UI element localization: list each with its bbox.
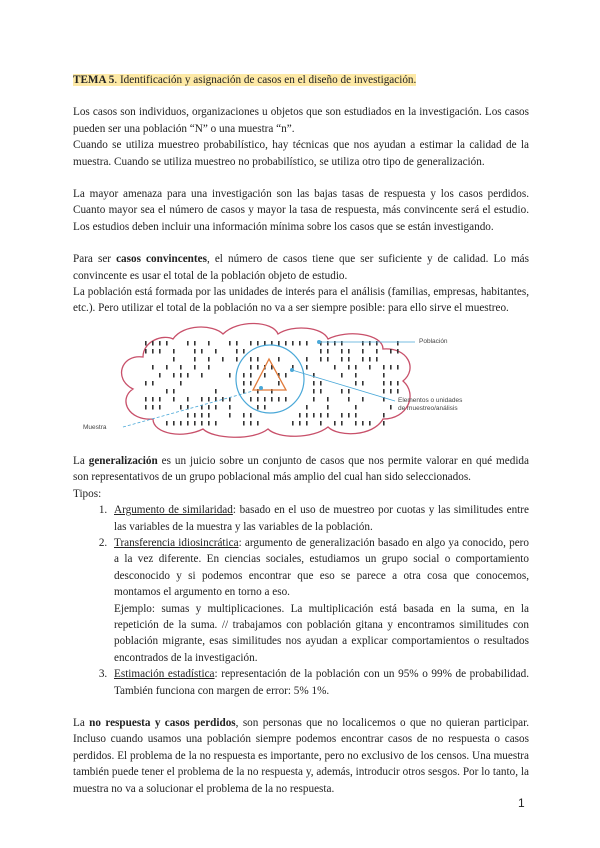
- person-icon: [383, 381, 385, 386]
- person-icon: [180, 421, 182, 426]
- person-icon: [187, 421, 189, 426]
- person-icon: [397, 381, 399, 386]
- population-diagram: [73, 319, 529, 441]
- person-icon: [201, 413, 203, 418]
- person-icon: [187, 341, 189, 346]
- person-icon: [362, 349, 364, 354]
- person-icon: [145, 381, 147, 386]
- person-icon: [383, 421, 385, 426]
- page-number: 1: [518, 796, 525, 810]
- person-icon: [341, 373, 343, 378]
- person-icon: [334, 365, 336, 370]
- person-icon: [320, 421, 322, 426]
- person-icon: [320, 349, 322, 354]
- person-icon: [348, 357, 350, 362]
- person-icon: [194, 349, 196, 354]
- person-icon: [208, 357, 210, 362]
- elements-label-line2: de muestreo/análisis: [398, 404, 458, 412]
- person-icon: [208, 421, 210, 426]
- person-icon: [341, 357, 343, 362]
- elements-pointer: [292, 370, 395, 401]
- person-icon: [306, 365, 308, 370]
- person-icon: [208, 397, 210, 402]
- person-icon: [383, 365, 385, 370]
- person-icon: [173, 349, 175, 354]
- paragraph-generalization: La generalización es un juicio sobre un conjunto de casos que nos permite valorar en qué medida son representativos de un grupo poblacional más amplio del cual han sido seleccionados.: [73, 454, 529, 484]
- person-icon: [376, 349, 378, 354]
- person-icon: [292, 421, 294, 426]
- person-icon: [250, 413, 252, 418]
- person-icon: [187, 373, 189, 378]
- person-icon: [348, 365, 350, 370]
- person-icon: [257, 365, 259, 370]
- person-icon: [208, 341, 210, 346]
- person-icon: [145, 397, 147, 402]
- person-icon: [243, 381, 245, 386]
- person-icon: [250, 365, 252, 370]
- person-icon: [250, 381, 252, 386]
- paragraph-nonresponse: La no respuesta y casos perdidos, son personas que no localicemos o que no quieran participar. Incluso cuando usamos una población siempre podemos encontrar casos de no respuesta o casos perdidos. El problema de la no respuesta es importante, pero no exclusivo de los censos. Una muestra también puede tener el problema de la no respuesta y, además, introducir otros sesgos. Por lo tanto, la muestra no va a solucionar el problema de la no respuesta.: [73, 716, 529, 795]
- person-icon: [341, 413, 343, 418]
- person-icon: [152, 397, 154, 402]
- person-icon: [306, 421, 308, 426]
- person-icon: [257, 341, 259, 346]
- person-icon: [166, 341, 168, 346]
- person-icon: [229, 341, 231, 346]
- person-icon: [390, 349, 392, 354]
- person-icon: [187, 413, 189, 418]
- person-icon: [362, 397, 364, 402]
- person-icon: [194, 413, 196, 418]
- person-icon: [285, 373, 287, 378]
- person-icon: [222, 357, 224, 362]
- list-item: 2. Transferencia idiosincrática: argumento de generalización basado en algo ya conocido, pero a la vez diferente. En ciencias sociales, estudiamos un grupo social o comportamiento desconocido y si podemos encontrar que eso se parece a otra cosa que conocemos, montamos el argumento en torno a eso. Ejemplo: sumas y multiplicaciones. La multiplicación está basada en la suma, en la repetición de la suma. // trabajamos con población gitana y encontramos similitudes con población migrante, esas similitudes nos ayudan a explicar comportamientos o resultados encontrados de la investigación.: [110, 535, 529, 666]
- person-icon: [159, 341, 161, 346]
- person-icon: [306, 405, 308, 410]
- person-icon: [152, 349, 154, 354]
- generalization-types-list: [73, 502, 529, 699]
- title-label: TEMA 5: [73, 74, 115, 86]
- person-icon: [341, 421, 343, 426]
- person-icon: [152, 365, 154, 370]
- person-icon: [306, 413, 308, 418]
- document-page: [73, 72, 529, 797]
- person-icon: [313, 397, 315, 402]
- paragraph-cases: Los casos son individuos, organizaciones u objetos que son estudiados en la investigación. Los casos pueden ser una población “N” o una muestra “n”.: [73, 106, 529, 135]
- sample-circle: [236, 345, 304, 413]
- person-icon: [327, 349, 329, 354]
- paragraph-convincing: Para ser casos convincentes, el número de casos tiene que ser suficiente y de calidad. Lo más convincente es usar el total de la población objeto de estudio.: [73, 253, 529, 282]
- person-icon: [208, 405, 210, 410]
- population-label: Población: [419, 337, 448, 345]
- person-icon: [264, 405, 266, 410]
- person-icon: [390, 381, 392, 386]
- person-icon: [173, 397, 175, 402]
- person-icon: [229, 373, 231, 378]
- person-icon: [369, 357, 371, 362]
- person-icon: [243, 413, 245, 418]
- person-icon: [390, 365, 392, 370]
- person-icon: [278, 357, 280, 362]
- person-icon: [383, 373, 385, 378]
- person-icon: [320, 413, 322, 418]
- person-icon: [362, 357, 364, 362]
- person-icon: [194, 341, 196, 346]
- title-text: . Identificación y asignación de casos en el diseño de investigación.: [114, 74, 417, 86]
- person-icon: [152, 341, 154, 346]
- person-icon: [341, 389, 343, 394]
- person-icon: [292, 341, 294, 346]
- person-icon: [257, 405, 259, 410]
- person-icon: [145, 349, 147, 354]
- person-icon: [145, 405, 147, 410]
- person-icon: [236, 341, 238, 346]
- person-icon: [327, 413, 329, 418]
- person-icon: [306, 357, 308, 362]
- person-icon: [201, 349, 203, 354]
- person-icon: [236, 357, 238, 362]
- paragraph-sampling: Cuando se utiliza muestreo probabilístico, hay técnicas que nos ayudan a estimar la calidad de la muestra. Cuando se utiliza muestreo no probabilístico, se utiliza otro tipo de generalización.: [73, 139, 529, 168]
- person-icon: [152, 405, 154, 410]
- person-icon: [173, 389, 175, 394]
- person-icon: [250, 421, 252, 426]
- person-icon: [348, 389, 350, 394]
- person-icon: [194, 357, 196, 362]
- person-icon: [243, 349, 245, 354]
- person-icon: [194, 421, 196, 426]
- person-icon: [383, 389, 385, 394]
- person-icon: [278, 397, 280, 402]
- person-icon: [285, 341, 287, 346]
- person-icon: [180, 365, 182, 370]
- person-icon: [313, 389, 315, 394]
- person-icon: [257, 357, 259, 362]
- person-icon: [397, 349, 399, 354]
- person-icon: [334, 421, 336, 426]
- person-icon: [159, 373, 161, 378]
- person-icon: [327, 405, 329, 410]
- person-icon: [180, 381, 182, 386]
- person-icon: [215, 389, 217, 394]
- person-icon: [180, 373, 182, 378]
- person-icon: [369, 421, 371, 426]
- person-icon: [166, 365, 168, 370]
- person-icon: [299, 341, 301, 346]
- person-icon: [348, 397, 350, 402]
- elements-label-line1: Elementos o unidades: [398, 396, 463, 404]
- list-item: 1. Argumento de similaridad: basado en el uso de muestreo por cuotas y las similitudes entre las variables de la muestra y las variables de la población.: [110, 502, 529, 535]
- person-icon: [229, 405, 231, 410]
- sample-label: Muestra: [83, 423, 107, 431]
- person-icon: [376, 357, 378, 362]
- person-icon: [166, 389, 168, 394]
- person-icon: [320, 381, 322, 386]
- person-icon: [250, 373, 252, 378]
- types-heading: Tipos:: [73, 487, 102, 500]
- person-icon: [327, 397, 329, 402]
- person-icon: [152, 381, 154, 386]
- person-icon: [320, 357, 322, 362]
- person-icon: [166, 421, 168, 426]
- person-icon: [383, 413, 385, 418]
- person-icon: [173, 357, 175, 362]
- person-icon: [278, 341, 280, 346]
- person-icon: [257, 397, 259, 402]
- person-icon: [278, 381, 280, 386]
- person-icon: [397, 389, 399, 394]
- person-icon: [390, 389, 392, 394]
- person-icon: [348, 413, 350, 418]
- list-item: 3. Estimación estadística: representación de la población con un 95% o 99% de probabilidad. También funciona con margen de error: 5% 1%.: [110, 666, 529, 699]
- person-icon: [355, 365, 357, 370]
- person-icon: [397, 365, 399, 370]
- person-icon: [320, 389, 322, 394]
- paragraph-population: La población está formada por las unidades de interés para el análisis (familias, empresas, habitantes, etc.). Pero utilizar el total de la población no va a ser siempre posible: para ello sirve el muestreo.: [73, 286, 529, 315]
- person-icon: [355, 413, 357, 418]
- person-icon: [264, 397, 266, 402]
- person-icon: [250, 357, 252, 362]
- person-icon: [313, 381, 315, 386]
- person-icon: [159, 349, 161, 354]
- person-icon: [369, 365, 371, 370]
- person-icon: [299, 413, 301, 418]
- population-cloud: [122, 323, 411, 437]
- person-icon: [208, 365, 210, 370]
- person-icon: [222, 397, 224, 402]
- person-icon: [327, 357, 329, 362]
- person-icon: [355, 421, 357, 426]
- person-icon: [229, 413, 231, 418]
- person-icon: [362, 381, 364, 386]
- person-icon: [306, 341, 308, 346]
- person-icon: [243, 421, 245, 426]
- person-icon: [313, 413, 315, 418]
- person-icon: [362, 421, 364, 426]
- person-icon: [250, 397, 252, 402]
- person-icon: [285, 397, 287, 402]
- person-icon: [187, 397, 189, 402]
- person-icon: [201, 397, 203, 402]
- person-icon: [355, 381, 357, 386]
- population-sample-figure: [73, 319, 529, 441]
- person-icon: [173, 421, 175, 426]
- paragraph-threat: La mayor amenaza para una investigación son las bajas tasas de respuesta y los casos perdidos. Cuanto mayor sea el número de casos y mayor la tasa de respuesta, más convincente será el estudio. Los estudios deben incluir una información mínima sobre los casos que se están investigando.: [73, 188, 529, 233]
- person-icon: [250, 341, 252, 346]
- person-icon: [159, 405, 161, 410]
- person-icon: [257, 421, 259, 426]
- person-icon: [243, 389, 245, 394]
- person-icon: [355, 405, 357, 410]
- person-icon: [215, 349, 217, 354]
- person-icon: [348, 349, 350, 354]
- person-icon: [236, 349, 238, 354]
- person-icon: [201, 373, 203, 378]
- person-icon: [215, 421, 217, 426]
- person-icon: [355, 373, 357, 378]
- person-icon: [173, 373, 175, 378]
- person-icon: [208, 413, 210, 418]
- person-icon: [264, 373, 266, 378]
- person-icon: [145, 341, 147, 346]
- person-icon: [194, 365, 196, 370]
- person-icon: [243, 373, 245, 378]
- person-icon: [390, 405, 392, 410]
- person-icon: [341, 349, 343, 354]
- person-icon: [159, 397, 161, 402]
- section-title: [73, 72, 529, 88]
- person-icon: [215, 405, 217, 410]
- sample-triangle: [253, 359, 286, 390]
- person-icon: [271, 397, 273, 402]
- person-icon: [180, 405, 182, 410]
- person-icon: [201, 421, 203, 426]
- person-icon: [299, 421, 301, 426]
